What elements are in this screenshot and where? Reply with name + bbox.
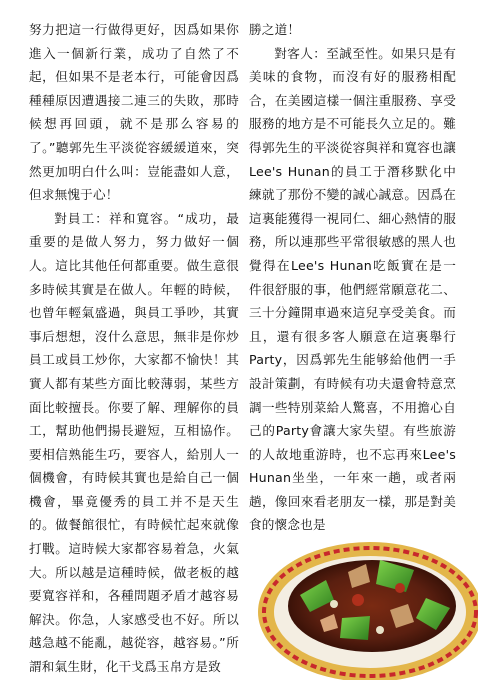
garlic — [376, 626, 384, 634]
green-pepper — [340, 616, 370, 640]
paragraph-customers: 對客人：至誠至性。如果只是有美味的食物，而沒有好的服務相配合，在美國這樣一個注重服務、享受服務的地方是不可能長久立足的。難得郭先生的平淡從容與祥和寬容也讓Lee's Hunan的員工于潛移默化中練就了那份不變的誠心誠意。因爲在這裏能獲得一視同仁、細心熱情的服務，所以連那些平常很敏感的黑人也覺得在Lee's Hunan吃飯實在是一件很舒服的事，他們經常願意花二、三十分鐘開車過來這兒享受美食。而且，還有很多客人願意在這裏舉行Party，因爲郭先生能够給他們一手設計策劃，有時候有功夫還會特意烹調一些特別菜給人驚喜，不用擔心自己的Party會讓大家失望。有些旅游的人故地重游時，也不忘再來Lee's Hunan坐坐，一年來一趟，或者兩趟，像回來看老朋友一樣，那是對美食的懷念也是 — [249, 45, 456, 533]
paragraph: 勝之道！ — [249, 22, 301, 37]
article-right-column — [249, 18, 456, 537]
red-chili — [352, 594, 364, 606]
paragraph: 努力把這一行做得更好，因爲如果你進入一個新行業，成功了自然了不起，但如果不是老本行，可能會因爲種種原因遭遇接二連三的失敗，那時候想再回頭，就不是那么容易的了。”聽郭先生平淡從容緩緩道來，突然更加明白什么叫：豈能盡如人意，但求無愧于心！ — [29, 22, 239, 203]
food-plate-image — [230, 500, 478, 680]
garlic — [330, 600, 338, 608]
paragraph-staff: 對員工：祥和寬容。“成功，最重要的是做人努力，努力做好一個人。這比其他任何都重要。做生意很多時候其實是在做人。年輕的時候，也曾年輕氣盛過，與員工爭吵，其實事后想想，沒什么意思，無非是你炒員工或員工炒你，大家都不愉快！其實人都有某些方面比較薄弱，某些方面比較擅長。你要了解、理解你的員工，幫助他們揚長避短，互相協作。要相信熟能生巧，要容人，給別人一個機會，有時候其實也是給自己一個機會，畢竟優秀的員工并不是天生的。做餐館很忙，有時候忙起來就像打戰。這時候大家都容易着急，火氣大。所以越是這種時候，做老板的越要寬容祥和，各種問題矛盾才越容易解決。你急，人家感受也不好。所以越急越不能亂，越從容，越容易。”所謂和氣生財，化干戈爲玉帛方是致 — [29, 210, 239, 675]
red-chili — [395, 583, 405, 593]
article-left-column — [29, 18, 239, 679]
